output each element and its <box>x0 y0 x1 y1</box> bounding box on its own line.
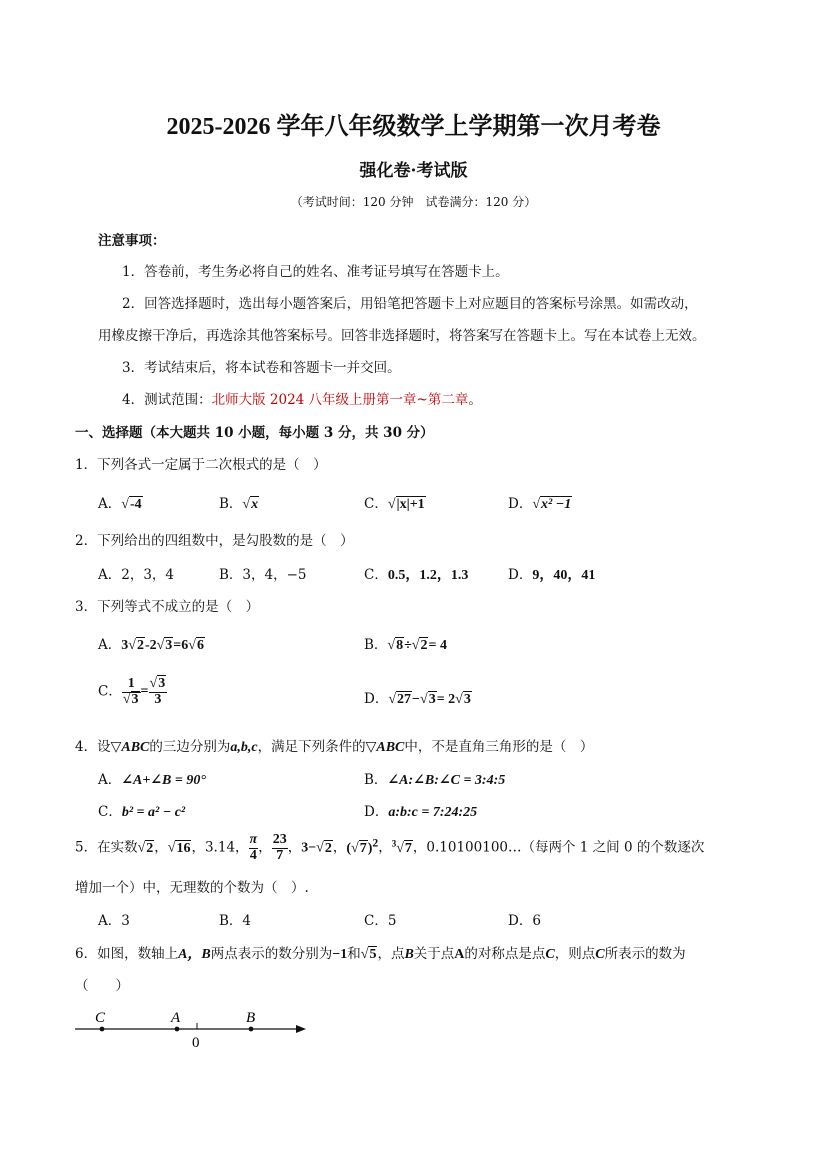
q5-number-3: 3.14， <box>204 839 249 856</box>
q4-triangle-2: ▽ABC <box>365 740 405 755</box>
q2-option-a: A．2，3，4 <box>98 567 175 583</box>
q5-number-2: 16 <box>176 840 191 856</box>
q3-d-rad1: 27 <box>397 692 412 707</box>
q4-mid2: ，满足下列条件的 <box>257 739 366 755</box>
q5-option-c: C．5 <box>364 913 397 929</box>
label-a: A <box>171 1010 181 1026</box>
q3-option-d: D．√27−√3= 2√3 <box>364 691 471 707</box>
q6-mid4: 的对称点是点 <box>464 946 546 962</box>
q6-prefix: 6．如图，数轴上 <box>75 946 179 962</box>
q4-c-label: C． <box>98 804 122 820</box>
q4-stem <box>75 735 593 756</box>
point-a-dot <box>175 1027 180 1032</box>
q5-tail: ，0.10100100…（每两个 1 之间 0 的个数逐次 <box>412 839 705 856</box>
q1-stem: 1．下列各式一定属于二次根式的是（ ） <box>75 457 327 473</box>
q4-c-expr: b² = a² − c² <box>121 805 186 820</box>
q3-c-frac1: $\frac{1}{√3}$ <box>122 676 139 707</box>
notice-item-4 <box>122 388 482 408</box>
q5-frac-23-7 <box>272 833 288 863</box>
q5-sep-3: ， <box>258 839 272 856</box>
q5-number-5-exp: 2 <box>372 836 379 850</box>
q5-sep-5: ， <box>332 839 347 856</box>
q2-c-values: 0.5，1.2，1.3 <box>387 568 469 583</box>
q6-line-1: 6．如图，数轴上A，B两点表示的数分别为−1和√5，点B关于点A的对称点是点C，则点C所表示的数为 <box>75 946 686 962</box>
q3-a-rad3: 6 <box>196 638 204 653</box>
number-line-figure <box>70 1005 320 1053</box>
q3-b-div: ÷ <box>404 638 412 653</box>
q1-a-expr: -4 <box>129 497 142 512</box>
q5-number-6-rad: 7 <box>404 840 412 856</box>
q5-line-1: 5．在实数√2，√16，3.14， $\frac{\pi}{4}$ ， $\frac{23}{7}$ ，3−√2，$(√7)^2$，$^3$√7，0.10100100…（每两个 1 之间 0 的个数逐次 <box>75 832 705 863</box>
q6-mid: 两点表示的数分别为 <box>210 946 333 962</box>
q3-option-b: B．√8÷√2= 4 <box>364 637 447 653</box>
q3-d-rad3: 3 <box>463 692 471 707</box>
q3-d-label: D． <box>364 691 389 707</box>
q6-mid5: ，则点 <box>554 946 596 962</box>
q3-b-rad1: 8 <box>396 638 404 653</box>
q3-a-label: A． <box>98 637 122 653</box>
q5-sep-2: ， <box>191 839 205 856</box>
q6-point-b: B <box>404 947 414 962</box>
q1-b-expr: x <box>251 497 259 512</box>
q3-a-coef1: 3 <box>121 638 129 653</box>
q1-c-label: C． <box>364 496 388 512</box>
q6-tail: 所表示的数为 <box>604 946 686 962</box>
q4-d-expr: a:b:c = 7:24:25 <box>388 805 478 820</box>
q6-point-a: A <box>454 947 465 962</box>
q4-suffix: 中，不是直角三角形的是（ ） <box>404 739 594 755</box>
q4-a-expr: ∠A+∠B = 90° <box>121 773 206 788</box>
q3-b-eq: = 4 <box>428 638 447 653</box>
number-line-arrow <box>296 1025 306 1033</box>
exam-title: 2025-2026 学年八年级数学上学期第一次月考卷 <box>166 114 661 140</box>
q6-line-2: （ ） <box>75 978 129 994</box>
label-c: C <box>95 1010 106 1026</box>
q4-mid1: 的三边分别为 <box>149 739 231 755</box>
q5-number-4-rad: 2 <box>324 840 332 856</box>
q3-a-rad2: 3 <box>165 638 173 653</box>
q4-option-a <box>98 768 206 789</box>
q2-option-b: B．3，4，−5 <box>219 567 307 583</box>
q3-c-num1: 1 <box>122 677 141 693</box>
q1-option-c: C．√|x|+1 <box>364 496 425 512</box>
q4-option-d <box>364 800 477 821</box>
q2-stem: 2．下列给出的四组数中，是勾股数的是（ ） <box>75 533 354 549</box>
q5-frac-pi <box>249 833 259 863</box>
q4-triangle: ▽ABC <box>110 740 150 755</box>
point-c-dot <box>100 1027 105 1032</box>
exam-meta: （考试时间：120 分钟 试卷满分：120 分） <box>290 195 537 209</box>
label-b: B <box>246 1010 256 1026</box>
q6-value-1: −1 <box>332 947 348 962</box>
q1-d-expr: x² −1 <box>541 497 572 512</box>
q5-option-a: A．3 <box>98 913 130 929</box>
q3-d-eq: = 2 <box>436 692 456 707</box>
q4-sides: a,b,c <box>230 740 258 755</box>
q4-d-label: D． <box>364 804 389 820</box>
q3-c-den2: 3 <box>154 691 162 707</box>
q5-sep-4: ， <box>287 839 302 856</box>
q4-a-label: A． <box>98 772 122 788</box>
label-zero: 0 <box>192 1035 200 1051</box>
test-range: 北师大版 2024 八年级上册第一章~第二章 <box>211 392 469 408</box>
q1-option-b: B．√x <box>219 496 259 512</box>
q5-frac-num: 23 <box>272 832 287 847</box>
notice-heading: 注意事项： <box>98 233 166 249</box>
q6-value-2: 5 <box>369 947 377 962</box>
q4-option-c <box>98 800 185 821</box>
q5-number-4: 3− <box>301 840 317 856</box>
q3-a-eq: =6 <box>173 638 189 653</box>
notice-item-2-line-1: 2．回答选择题时，选出每小题答案后，用铅笔把答题卡上对应题目的答案标号涂黑。如需改动， <box>122 296 698 312</box>
q3-c-num2: 3 <box>158 676 166 691</box>
q1-c-expr: |x|+1 <box>396 497 425 512</box>
notice-item-4-suffix: 。 <box>468 392 482 408</box>
q3-a-coef2: -2 <box>144 638 157 653</box>
exam-subtitle: 强化卷·考试版 <box>359 161 468 181</box>
q3-a-rad1: 2 <box>136 638 144 653</box>
notice-item-4-prefix: 4．测试范围： <box>122 392 212 408</box>
q5-frac-pi-den: 4 <box>249 847 257 863</box>
q3-b-rad2: 2 <box>420 638 428 653</box>
notice-item-2-line-2: 用橡皮擦干净后，再选涂其他答案标号。回答非选择题时，将答案写在答题卡上。写在本试卷上无效。 <box>98 328 706 344</box>
q4-prefix: 4．设 <box>75 739 111 755</box>
q5-number-5-rad: 7 <box>359 840 367 856</box>
q5-frac-pi-num: π <box>249 832 258 847</box>
q3-c-frac2: $\frac{√3}{3}$ <box>149 676 166 707</box>
q5-sep-1: ， <box>154 839 168 856</box>
q2-option-c <box>364 563 468 584</box>
q3-c-eq: = <box>140 684 149 700</box>
q5-option-b: B．4 <box>219 913 252 929</box>
q2-c-label: C． <box>364 567 388 583</box>
q1-b-label: B． <box>219 496 243 512</box>
q6-and: 和 <box>347 946 361 962</box>
q2-d-values: 9，40，41 <box>532 568 596 583</box>
q5-line-2: 增加一个）中，无理数的个数为（ ）. <box>75 880 309 896</box>
q6-points: A，B <box>178 947 211 962</box>
q3-d-rad2: 3 <box>428 692 436 707</box>
q5-cube-index: 3 <box>391 838 397 849</box>
q2-option-d <box>508 563 595 584</box>
q3-b-label: B． <box>364 637 388 653</box>
q4-b-expr: ∠A:∠B:∠C = 3:4:5 <box>387 773 506 788</box>
notice-item-3: 3．考试结束后，将本试卷和答题卡一并交回。 <box>122 360 401 376</box>
q3-option-a: A．3√2-2√3=6√6 <box>98 637 204 653</box>
q1-a-label: A． <box>98 496 122 512</box>
q1-d-label: D． <box>508 496 533 512</box>
q5-sep-6: ， <box>378 839 392 856</box>
q5-option-d: D．6 <box>508 913 541 929</box>
q5-frac-den: 7 <box>276 847 284 863</box>
q3-stem: 3．下列等式不成立的是（ ） <box>75 599 260 615</box>
notice-item-1: 1．答卷前，考生务必将自己的姓名、准考证号填写在答题卡上。 <box>122 264 509 280</box>
q6-mid2: ，点 <box>377 946 405 962</box>
q3-c-den1: 3 <box>131 691 139 707</box>
q1-option-a: A．√-4 <box>98 496 142 512</box>
q5-prefix: 5．在实数 <box>75 839 138 856</box>
q6-point-c-2: C <box>595 947 605 962</box>
q3-option-c <box>98 677 167 707</box>
q3-c-label: C． <box>98 683 122 700</box>
q2-d-label: D． <box>508 567 533 583</box>
q6-mid3: 关于点 <box>413 946 455 962</box>
q4-option-b <box>364 768 505 789</box>
q6-point-c: C <box>545 947 555 962</box>
q5-number-1: 2 <box>146 840 154 856</box>
q3-d-minus: − <box>412 692 420 707</box>
section-heading: 一、选择题（本大题共 10 小题，每小题 3 分，共 30 分） <box>75 425 434 441</box>
point-b-dot <box>249 1027 254 1032</box>
q1-option-d: D．√x² −1 <box>508 496 572 512</box>
q4-b-label: B． <box>364 772 388 788</box>
